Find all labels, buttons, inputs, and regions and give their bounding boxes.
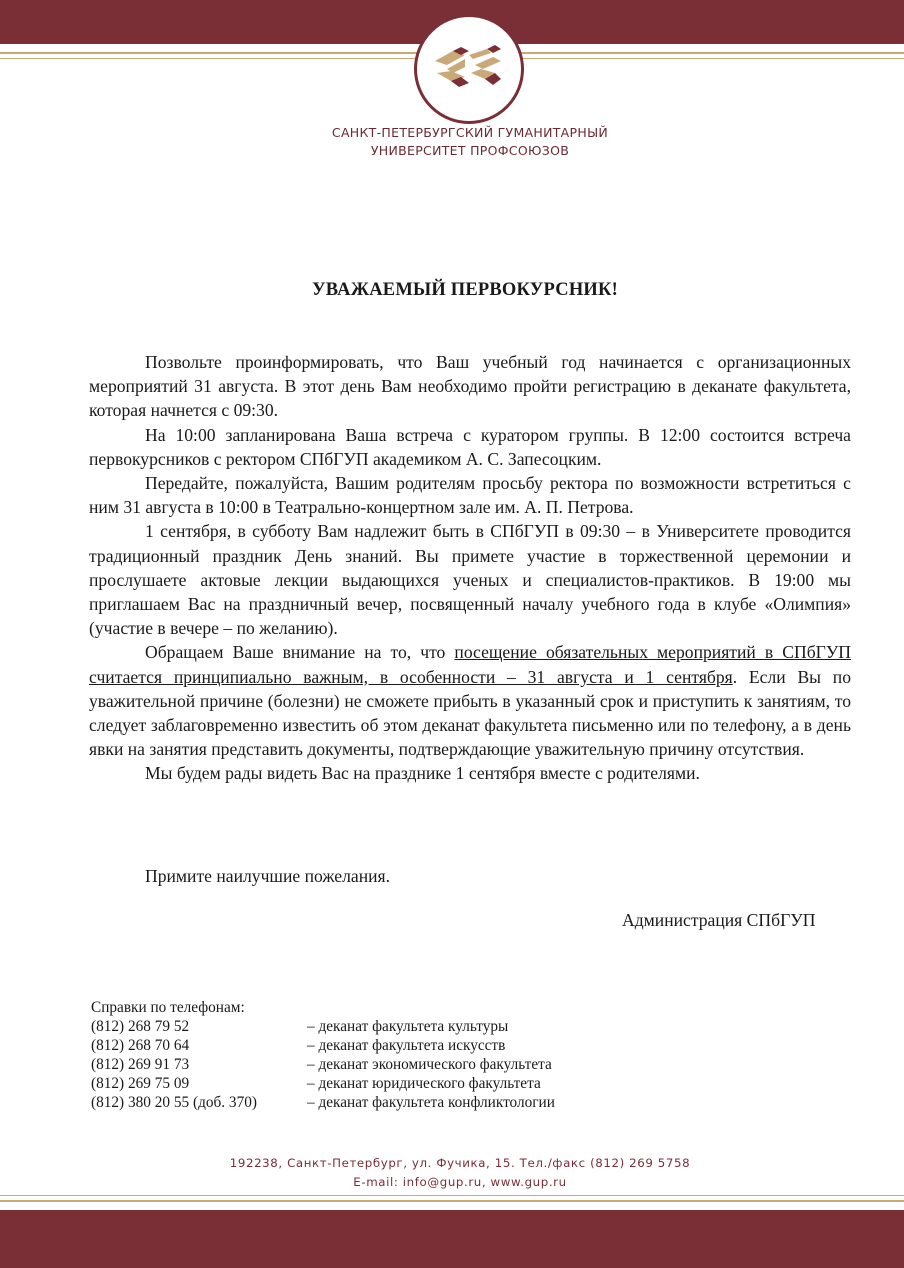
university-name-line2: УНИВЕРСИТЕТ ПРОФСОЮЗОВ xyxy=(370,143,570,158)
paragraph-2: На 10:00 запланирована Ваша встреча с куратором группы. В 12:00 состоится встреча первокурсников с ректором СПбГУП академиком А. С. Запесоцким. xyxy=(89,424,851,469)
phone-description: – деканат юридического факультета xyxy=(307,1074,541,1092)
paragraph-6: Мы будем рады видеть Вас на празднике 1 сентября вместе с родителями. xyxy=(145,763,700,784)
paragraph-1: Позвольте проинформировать, что Ваш учебный год начинается с организационных мероприятий 31 августа. В этот день Вам необходимо пройти регистрацию в деканате факультета, которая начнется с 09:30. xyxy=(89,352,851,421)
phone-row xyxy=(91,1056,555,1075)
phone-directory xyxy=(91,999,555,1112)
paragraph-4: 1 сентября, в субботу Вам надлежит быть в СПбГУП в 09:30 – в Университете проводится традиционный праздник День знаний. Вы примете участие в торжественной церемонии и прослушаете актовые лекции выдающихся ученых и специалистов-практиков. В 19:00 мы приглашаем Вас на праздничный вечер, посвященный началу учебного года в клубе «Олимпия» (участие в вечере – по желанию). xyxy=(89,521,851,639)
closing-regards: Примите наилучшие пожелания. xyxy=(145,866,391,886)
university-logo xyxy=(414,14,524,124)
footer-gold-line-thin xyxy=(0,1195,904,1196)
phone-number: (812) 269 91 73 xyxy=(91,1055,190,1073)
phone-row xyxy=(91,1018,555,1037)
phone-description: – деканат экономического факультета xyxy=(307,1055,552,1073)
phone-row xyxy=(91,1075,555,1094)
phone-number: (812) 269 75 09 xyxy=(91,1074,190,1092)
phone-row xyxy=(91,1037,555,1056)
logo-emblem-icon xyxy=(431,43,507,95)
letter-body xyxy=(89,350,851,786)
paragraph-3: Передайте, пожалуйста, Вашим родителям просьбу ректора по возможности встретиться с ним 31 августа в 10:00 в Театрально-концертном зале им. А. П. Петрова. xyxy=(89,473,851,518)
phone-directory-heading: Справки по телефонам: xyxy=(91,999,245,1016)
footer-address: 192238, Санкт-Петербург, ул. Фучика, 15. Тел./факс (812) 269 5758 xyxy=(229,1156,691,1170)
phone-description: – деканат факультета конфликтологии xyxy=(307,1093,555,1111)
phone-row xyxy=(91,1094,555,1113)
footer-gold-line xyxy=(0,1200,904,1202)
letter-title: УВАЖАЕМЫЙ ПЕРВОКУРСНИК! xyxy=(312,280,618,300)
footer-contacts xyxy=(0,1154,904,1192)
phone-number: (812) 268 70 64 xyxy=(91,1036,190,1054)
paragraph-5-start: Обращаем Ваше внимание на то, что xyxy=(145,642,455,663)
paragraph-5 xyxy=(89,640,851,761)
phone-number: (812) 380 20 55 (доб. 370) xyxy=(91,1093,257,1111)
university-name-line1: САНКТ-ПЕТЕРБУРГСКИЙ ГУМАНИТАРНЫЙ xyxy=(331,125,609,140)
phone-description: – деканат факультета искусств xyxy=(307,1036,506,1054)
university-name xyxy=(300,124,640,160)
footer-band xyxy=(0,1210,904,1268)
footer-email-web: E-mail: info@gup.ru, www.gup.ru xyxy=(353,1175,567,1189)
phone-number: (812) 268 79 52 xyxy=(91,1017,190,1035)
paragraph-5-underlined: посещение обязательных мероприятий в СПбГУП считается принципиально важным, в особенности – 31 августа и 1 сентября xyxy=(89,642,851,687)
phone-description: – деканат факультета культуры xyxy=(307,1017,509,1035)
signature: Администрация СПбГУП xyxy=(622,910,816,930)
paragraph-5-end: . Если Вы по уважительной причине (болезни) не сможете прибыть в указанный срок и приступить к занятиям, то следует заблаговременно известить об этом деканат факультета письменно или по телефону, а в день явки на занятия представить документы, подтверждающие уважительную причину отсутствия. xyxy=(89,666,851,760)
